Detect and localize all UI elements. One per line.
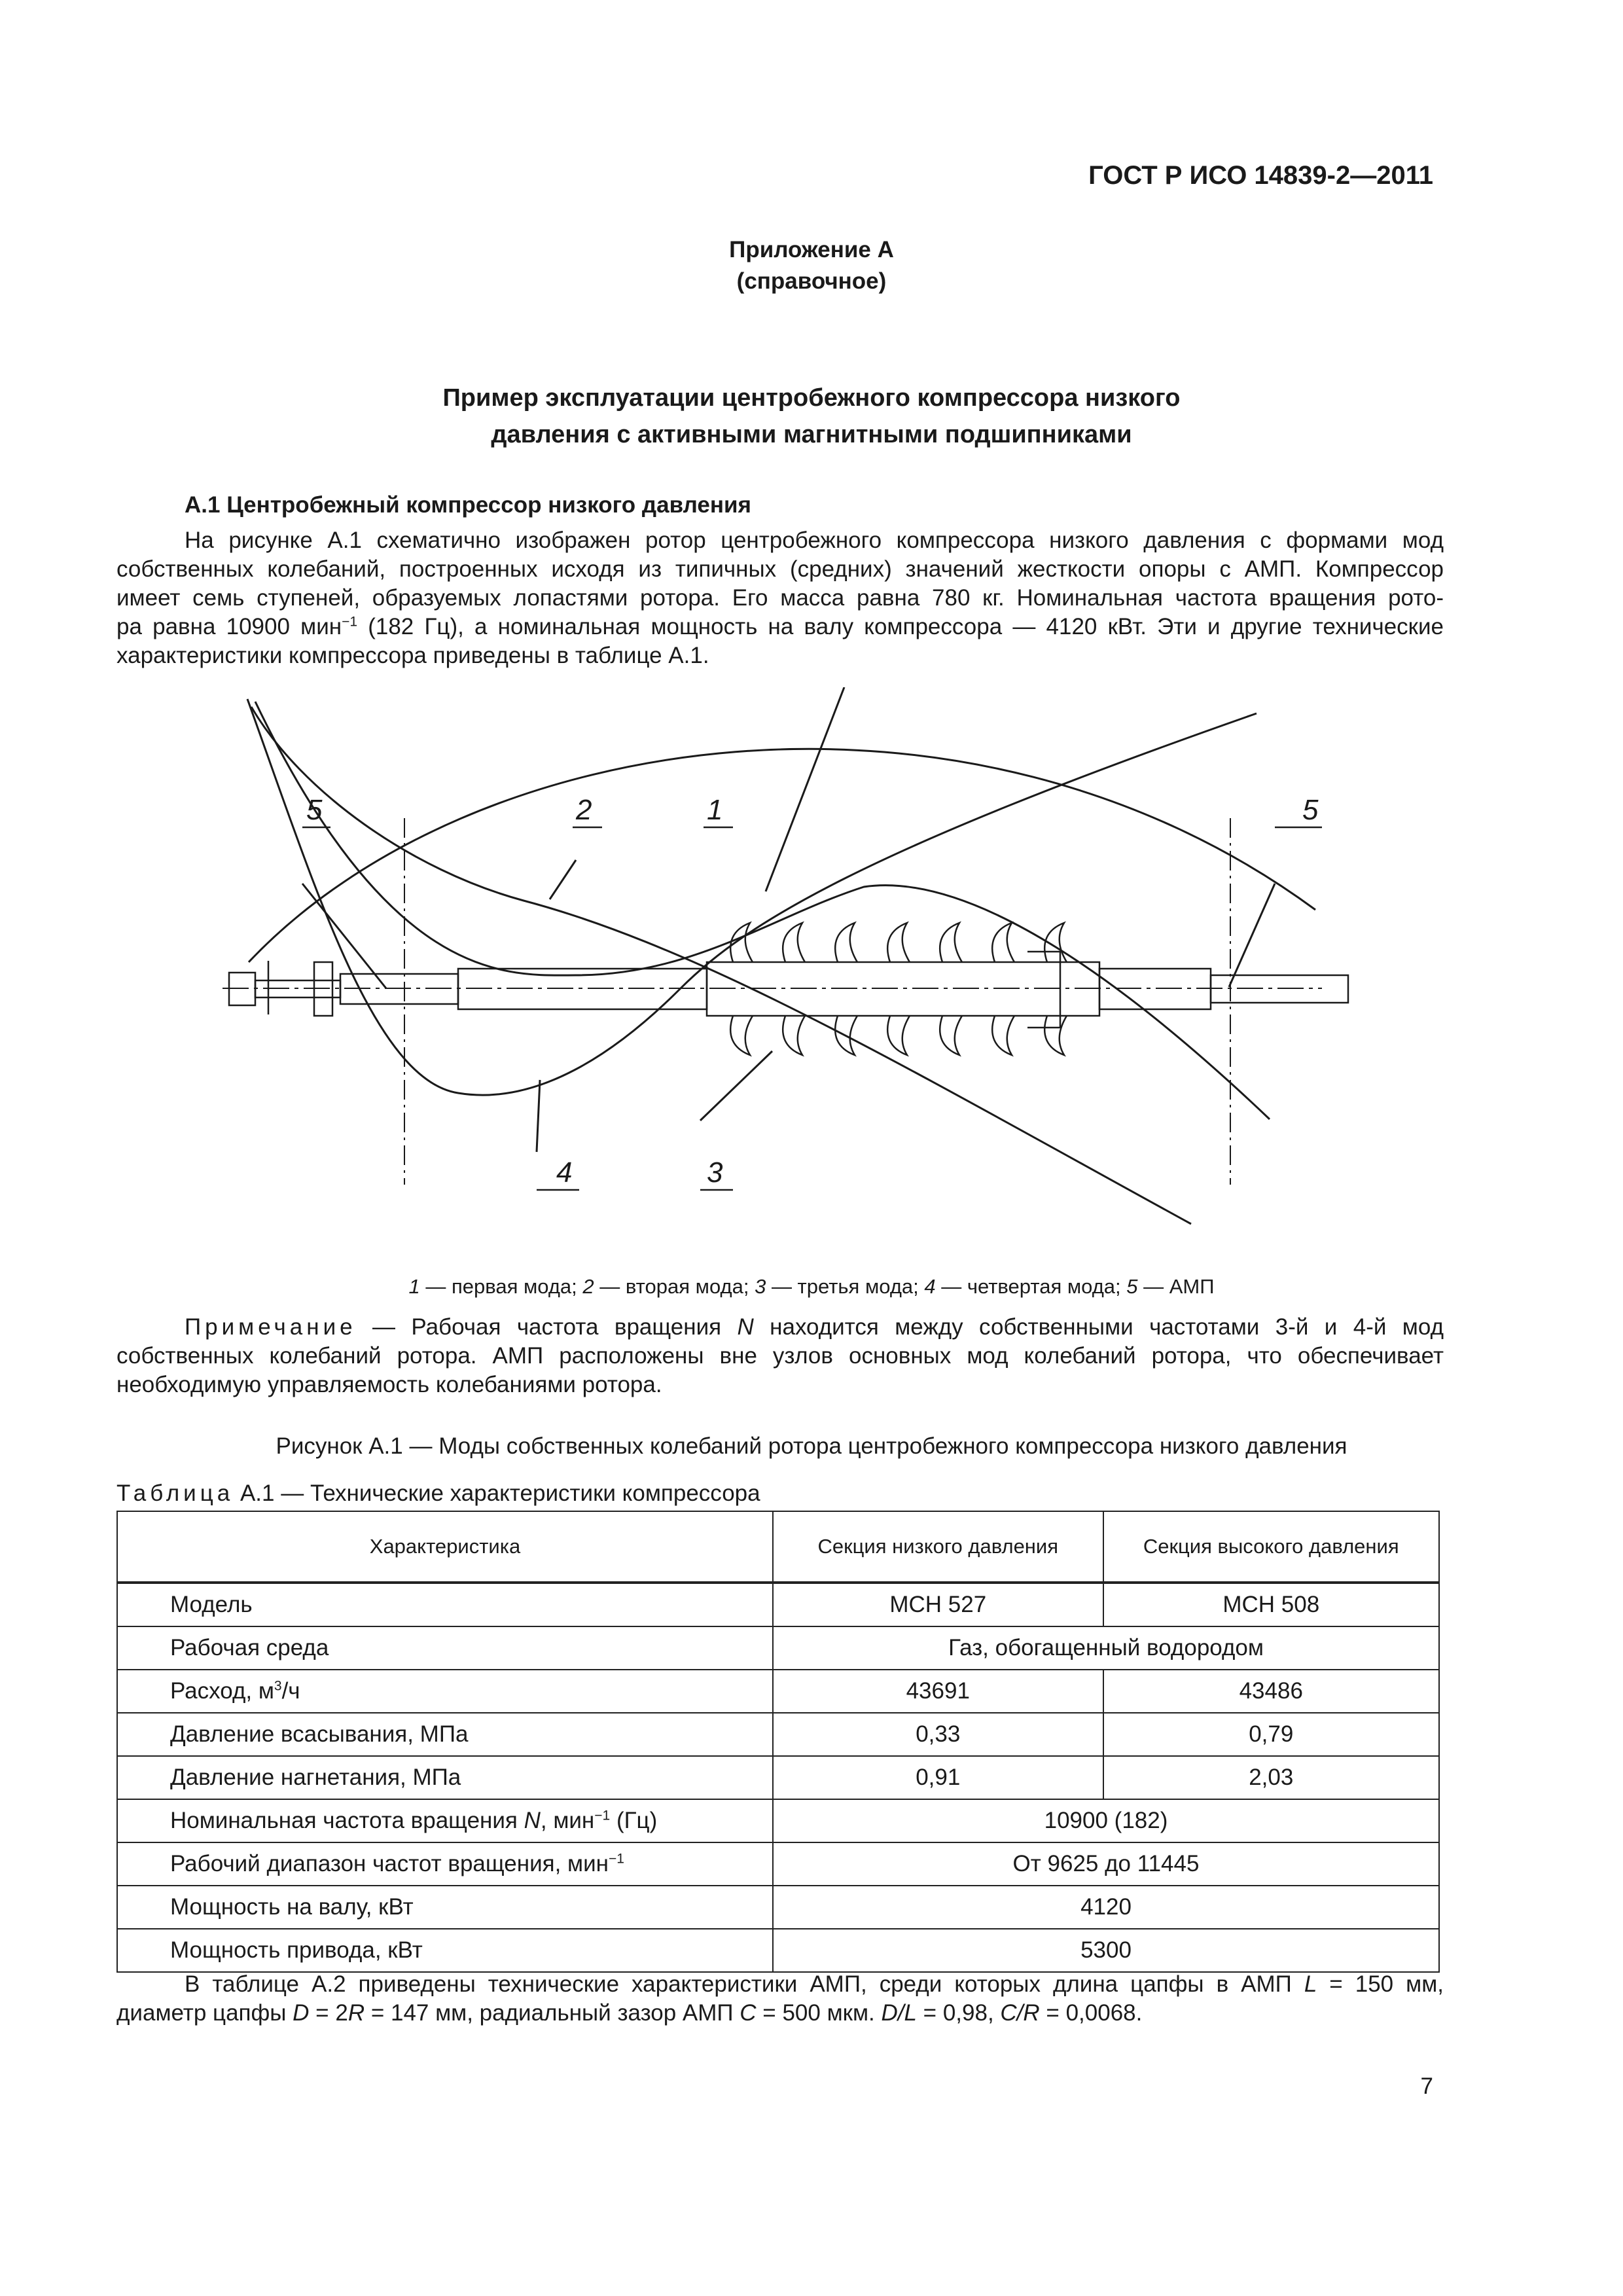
document-title: [0, 380, 1623, 453]
row-label: Модель: [117, 1583, 773, 1626]
figure-note: [116, 1313, 1444, 1399]
cell-high: MCH 508: [1103, 1583, 1440, 1626]
amp-right-leader: [1229, 884, 1275, 987]
table-row: [117, 1756, 1439, 1799]
figure-label-5-left: 5: [306, 794, 323, 826]
note-line: необходимую управляемость колебаниями ротора.: [116, 1372, 662, 1397]
table-row: [117, 1842, 1439, 1886]
cell-high: 2,03: [1103, 1756, 1440, 1799]
table-row: [117, 1886, 1439, 1929]
table-row: [117, 1799, 1439, 1842]
cell-merged: 4120: [773, 1886, 1439, 1929]
paragraph-line: собственных колебаний, построенных исходя из типичных (средних) значений жесткости опоры с АМП. Компрессор: [116, 556, 1444, 582]
column-header: Секция низкого давления: [773, 1511, 1103, 1583]
row-label: Давление всасывания, МПа: [117, 1713, 773, 1756]
cell-low: 43691: [773, 1670, 1103, 1713]
appendix-title: Приложение А: [729, 237, 894, 262]
row-label: Расход, $м^3/ч$: [117, 1670, 773, 1713]
cell-low: MCH 527: [773, 1583, 1103, 1626]
figure-label-2: 2: [576, 794, 592, 826]
paragraph-intro: [116, 526, 1444, 670]
title-line-1: Пример эксплуатации центробежного компрессора низкого: [442, 384, 1181, 412]
row-label: Давление нагнетания, МПа: [117, 1756, 773, 1799]
paragraph-line: На рисунке А.1 схематично изображен ротор центробежного компрессора низкого давления с формами мод: [185, 528, 1444, 553]
mode-2-leader: [550, 860, 576, 899]
standard-designation: ГОСТ Р ИСО 14839-2—2011: [1088, 161, 1433, 190]
page-number: 7: [1420, 2073, 1433, 2099]
column-header: Характеристика: [117, 1511, 773, 1583]
table-row: [117, 1670, 1439, 1713]
cell-low: 0,91: [773, 1756, 1103, 1799]
cell-merged: Газ, обогащенный водородом: [773, 1626, 1439, 1670]
figure-legend: 1 — первая мода; 2 — вторая мода; 3 — третья мода; 4 — четвертая мода; 5 — АМП: [408, 1275, 1215, 1298]
appendix-subtitle: (справочное): [736, 268, 887, 294]
paragraph-line: В таблице А.2 приведены технические характеристики АМП, среди которых длина цапфы в АМП L = 150 мм,: [185, 1971, 1444, 1997]
paragraph-line: имеет семь ступеней, образуемых лопастями ротора. Его масса равна 780 кг. Номинальная частота вращения рото-: [116, 585, 1444, 611]
cell-merged: От 9625 до 11445: [773, 1842, 1439, 1886]
mode-4-leader: [537, 1080, 540, 1152]
table-row: [117, 1929, 1439, 1972]
column-header: Секция высокого давления: [1103, 1511, 1440, 1583]
rotor-shaft: [229, 952, 1348, 1028]
table-row: [117, 1626, 1439, 1670]
figure-label-5-right: 5: [1302, 794, 1319, 826]
table-header-row: [117, 1511, 1439, 1583]
cell-merged: 10900 (182): [773, 1799, 1439, 1842]
row-label: Рабочая среда: [117, 1626, 773, 1670]
figure-caption: Рисунок А.1 — Моды собственных колебаний ротора центробежного компрессора низкого давления: [276, 1433, 1347, 1459]
paragraph-amp: [116, 1970, 1444, 2028]
cell-low: 0,33: [773, 1713, 1103, 1756]
note-line: собственных колебаний ротора. АМП расположены вне узлов основных мод колебаний ротора, что обеспечивает: [116, 1343, 1444, 1369]
compressor-specs-table: [116, 1511, 1440, 1973]
mode-2-curve: [251, 707, 1191, 1224]
title-line-2: давления с активными магнитными подшипниками: [491, 421, 1132, 448]
paragraph-line: ра равна 10900 мин$^{-1}$ (182 Гц), а номинальная мощность на валу компрессора — 4120 кВт. Эти и другие технические: [116, 614, 1444, 639]
row-label: Номинальная частота вращения N, мин$^{-1}$ (Гц): [117, 1799, 773, 1842]
mode-4-curve: [247, 699, 1257, 1095]
row-label: Мощность привода, кВт: [117, 1929, 773, 1972]
paragraph-line: характеристики компрессора приведены в таблице А.1.: [116, 643, 709, 668]
mode-1-curve: [249, 749, 1315, 962]
cell-high: 0,79: [1103, 1713, 1440, 1756]
table-row: [117, 1583, 1439, 1626]
paragraph-line: диаметр цапфы D = 2R = 147 мм, радиальный зазор АМП C = 500 мкм. D/L = 0,98, C/R = 0,0068.: [116, 2000, 1143, 2026]
section-heading: А.1 Центробежный компрессор низкого давления: [185, 492, 751, 518]
cell-merged: 5300: [773, 1929, 1439, 1972]
row-label: Рабочий диапазон частот вращения, мин$^{-1}$: [117, 1842, 773, 1886]
rotor-mode-shapes-figure: [196, 687, 1374, 1263]
figure-label-4: 4: [556, 1157, 573, 1189]
table-row: [117, 1713, 1439, 1756]
mode-1-leader: [766, 687, 844, 891]
row-label: Мощность на валу, кВт: [117, 1886, 773, 1929]
figure-label-3: 3: [707, 1157, 723, 1189]
figure-label-1: 1: [707, 794, 723, 826]
table-caption: Таблица А.1 — Технические характеристики компрессора: [116, 1480, 760, 1506]
mode-3-leader: [700, 1051, 772, 1121]
note-line: Примечание — Рабочая частота вращения N находится между собственными частотами 3-й и 4-й мод: [185, 1314, 1444, 1340]
cell-high: 43486: [1103, 1670, 1440, 1713]
